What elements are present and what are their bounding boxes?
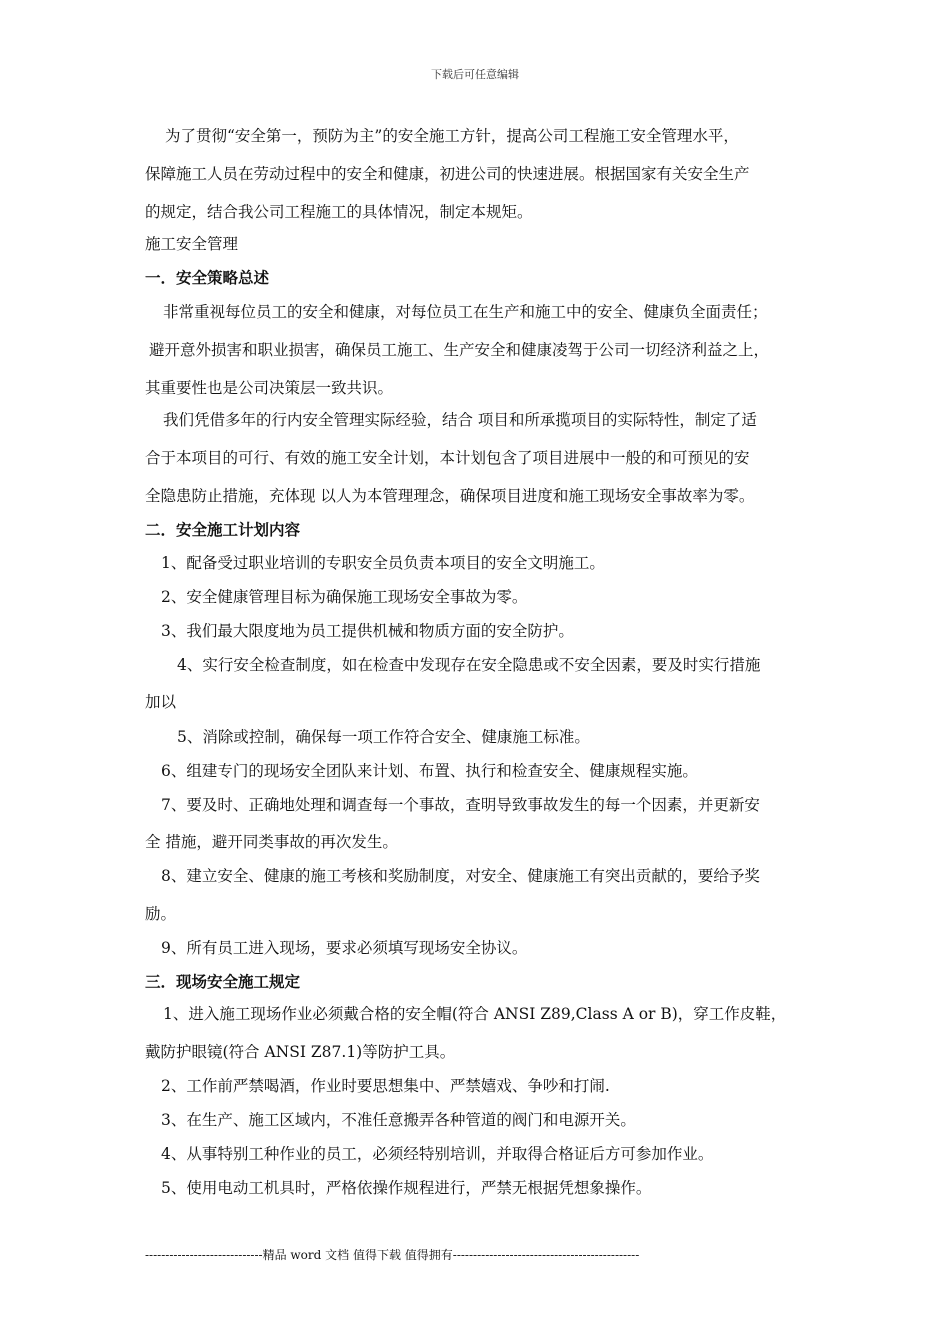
intro-line-1: 为了贯彻“安全第一，预防为主”的安全施工方针，提高公司工程施工安全管理水平， <box>165 127 739 145</box>
section3-item-2: 2、工作前严禁喝酒，作业时要思想集中、严禁嬉戏、争吵和打闹. <box>161 1077 610 1095</box>
page-footer: -----------------------------精品 word 文档 值得下载 值得拥有---------------------------------------------- <box>145 1248 640 1262</box>
section2-heading: 二．安全施工计划内容 <box>145 520 301 539</box>
page-header: 下载后可任意编辑 <box>431 68 519 81</box>
section2-item-9: 9、所有员工进入现场，要求必须填写现场安全协议。 <box>161 939 528 957</box>
section2-item-7-line-1: 7、要及时、正确地处理和调查每一个事故，查明导致事故发生的每一个因素，并更新安 <box>161 796 760 814</box>
section2-item-8-line-2: 励。 <box>145 905 177 923</box>
section1-p1-line-3: 其重要性也是公司决策层一致共识。 <box>145 379 394 397</box>
section2-item-6: 6、组建专门的现场安全团队来计划、布置、执行和检查安全、健康规程实施。 <box>161 762 698 780</box>
section1-p1-line-1: 非常重视每位员工的安全和健康，对每位员工在生产和施工中的安全、健康负全面责任； <box>163 303 768 321</box>
section3-heading: 三．现场安全施工规定 <box>145 972 301 991</box>
section2-item-8-line-1: 8、建立安全、健康的施工考核和奖励制度，对安全、健康施工有突出贡献的，要给予奖 <box>161 867 760 885</box>
section2-item-4-line-1: 4、实行安全检查制度，如在检查中发现存在安全隐患或不安全因素，要及时实行措施 <box>177 656 761 674</box>
section2-item-7-line-2: 全 措施，避开同类事故的再次发生。 <box>145 833 398 851</box>
section3-item-1-line-2: 戴防护眼镜(符合 ANSI Z87.1)等防护工具。 <box>145 1043 456 1061</box>
section1-p2-line-2: 合于本项目的可行、有效的施工安全计划，本计划包含了项目进展中一般的和可预见的安 <box>145 449 750 467</box>
section3-item-4: 4、从事特别工种作业的员工，必须经特别培训，并取得合格证后方可参加作业。 <box>161 1145 714 1163</box>
intro-line-3: 的规定，结合我公司工程施工的具体情况，制定本规矩。 <box>145 203 533 221</box>
section1-p1-line-2: 避开意外损害和职业损害，确保员工施工、生产安全和健康凌驾于公司一切经济利益之上， <box>149 341 770 359</box>
section3-item-5: 5、使用电动工机具时，严格依操作规程进行，严禁无根据凭想象操作。 <box>161 1179 652 1197</box>
section3-item-1-line-1: 1、进入施工现场作业必须戴合格的安全帽(符合 ANSI Z89,Class A or B)，穿工作皮鞋， <box>163 1005 787 1023</box>
document-title: 施工安全管理 <box>145 235 239 253</box>
section1-heading: 一．安全策略总述 <box>145 268 270 287</box>
section1-p2-line-3: 全隐患防止措施，充体现 以人为本管理理念，确保项目进度和施工现场安全事故率为零。 <box>145 487 755 505</box>
section2-item-3: 3、我们最大限度地为员工提供机械和物质方面的安全防护。 <box>161 622 574 640</box>
section1-p2-line-1: 我们凭借多年的行内安全管理实际经验，结合 项目和所承揽项目的实际特性，制定了适 <box>163 411 757 429</box>
intro-line-2: 保障施工人员在劳动过程中的安全和健康，初进公司的快速进展。根据国家有关安全生产 <box>145 165 750 183</box>
section2-item-2: 2、安全健康管理目标为确保施工现场安全事故为零。 <box>161 588 528 606</box>
section2-item-5: 5、消除或控制，确保每一项工作符合安全、健康施工标准。 <box>177 728 590 746</box>
section2-item-4-line-2: 加以 <box>145 693 177 711</box>
section2-item-1: 1、配备受过职业培训的专职安全员负责本项目的安全文明施工。 <box>161 554 605 572</box>
section3-item-3: 3、在生产、施工区域内，不准任意搬弄各种管道的阀门和电源开关。 <box>161 1111 636 1129</box>
